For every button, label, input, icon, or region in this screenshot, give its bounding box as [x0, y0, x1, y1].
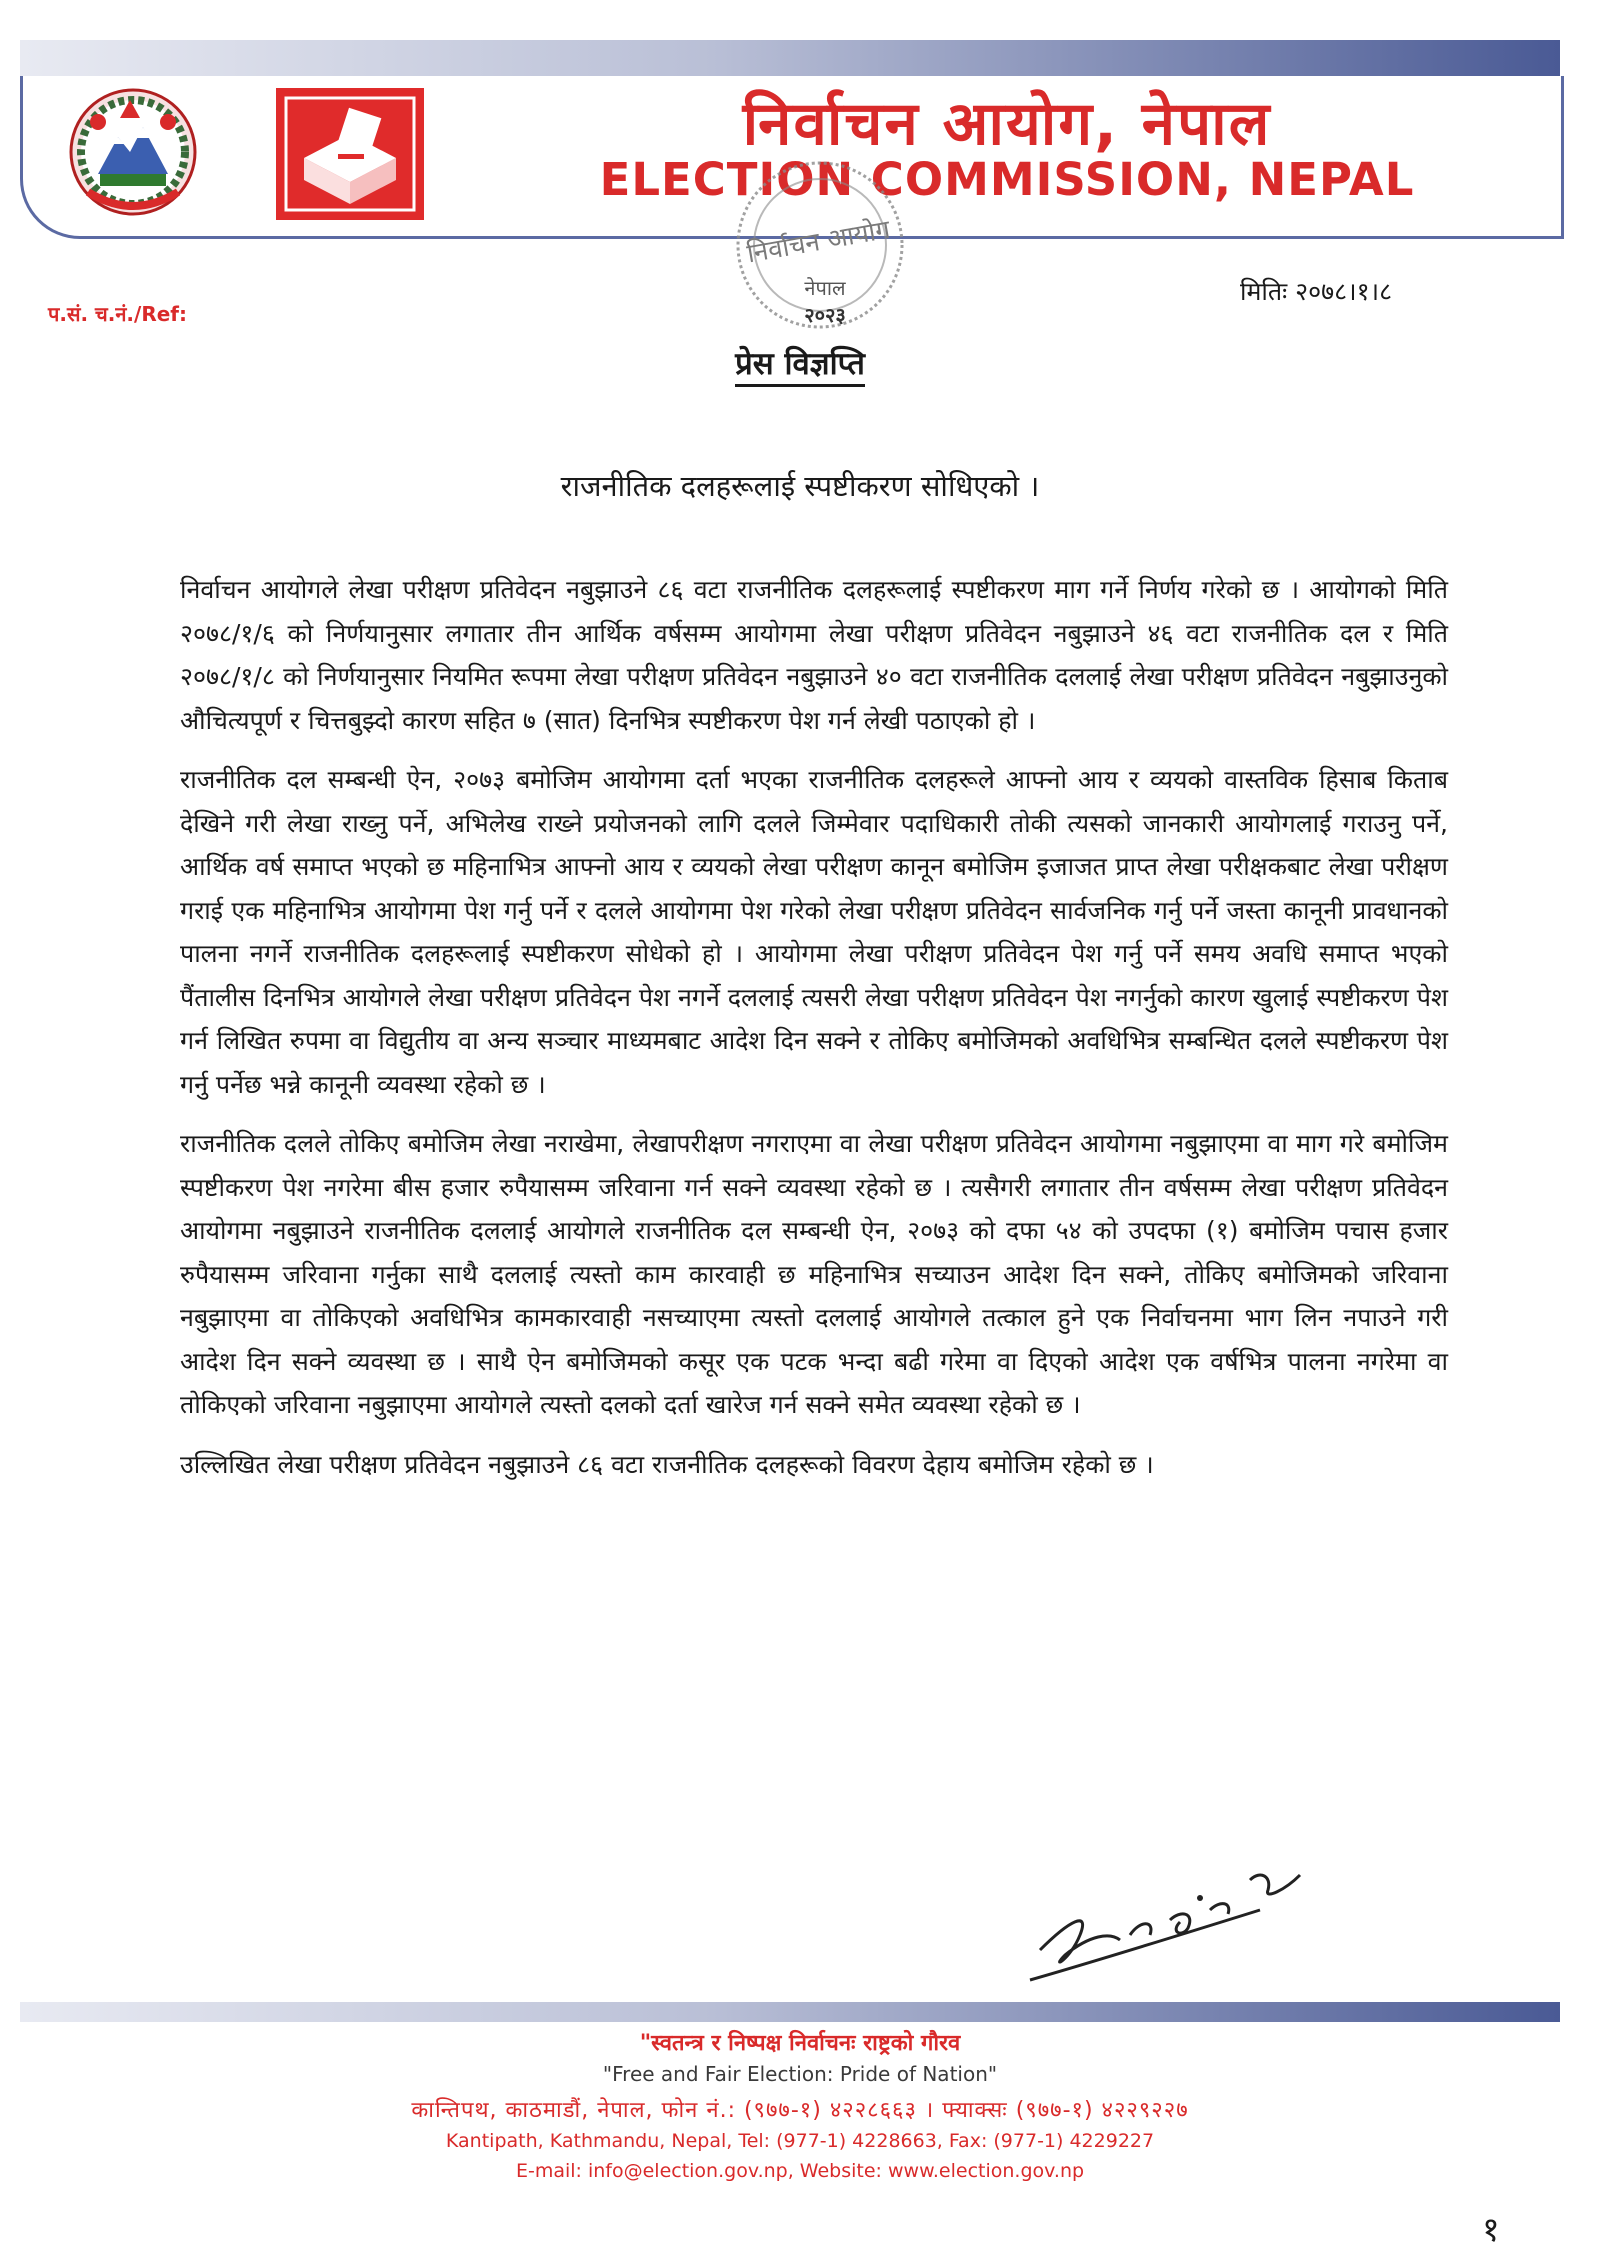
body-paragraph: उल्लिखित लेखा परीक्षण प्रतिवेदन नबुझाउने ८६ वटा राजनीतिक दलहरूको विवरण देहाय बमोजिम रहेको छ ।: [180, 1449, 1154, 1479]
footer-motto-nepali: "स्वतन्त्र र निष्पक्ष निर्वाचनः राष्ट्रको गौरव: [639, 2031, 961, 2056]
body-paragraph: निर्वाचन आयोगले लेखा परीक्षण प्रतिवेदन नबुझाउने ८६ वटा राजनीतिक दलहरूलाई स्पष्टीकरण माग गर्ने निर्णय गरेको छ । आयोगको मिति २०७८/१/६ को निर्णयानुसार लगातार तीन आर्थिक वर्षसम्म आयोगमा लेखा परीक्षण प्रतिवेदन नबुझाउने ४६ वटा राजनीतिक दल र मिति २०७८/१/८ को निर्णयानुसार नियमित रूपमा लेखा परीक्षण प्रतिवेदन नबुझाउने ४० वटा राजनीतिक दललाई लेखा परीक्षण प्रतिवेदन नबुझाउनुको औचित्यपूर्ण र चित्तबुझ्दो कारण सहित ७ (सात) दिनभित्र स्पष्टीकरण पेश गर्न लेखी पठाएको हो ।: [180, 575, 1448, 735]
press-release-title: [0, 342, 1600, 384]
body-paragraph: राजनीतिक दलले तोकिए बमोजिम लेखा नराखेमा, लेखापरीक्षण नगराएमा वा लेखा परीक्षण प्रतिवेदन आयोगमा नबुझाएमा वा माग गरे बमोजिम स्पष्टीकरण पेश नगरेमा बीस हजार रुपैयासम्म जरिवाना गर्न सक्ने व्यवस्था रहेको छ । त्यसैगरी लगातार तीन वर्षसम्म लेखा परीक्षण प्रतिवेदन आयोगमा नबुझाउने राजनीतिक दललाई आयोगले राजनीतिक दल सम्बन्धी ऐन, २०७३ को दफा ५४ को उपदफा (१) बमोजिम पचास हजार रुपैयासम्म जरिवाना गर्नुका साथै दललाई त्यस्तो काम कारवाही छ महिनाभित्र सच्याउन आदेश दिन सक्ने, तोकिए बमोजिमको जरिवाना नबुझाएमा वा तोकिएको अवधिभित्र कामकारवाही नसच्याएमा त्यस्तो दललाई आयोगले तत्काल हुने एक निर्वाचनमा भाग लिन नपाउने गरी आदेश दिन सक्ने व्यवस्था छ । साथै ऐन बमोजिमको कसूर एक पटक भन्दा बढी गरेमा वा दिएको आदेश एक वर्षभित्र पालना नगरेमा वा तोकिएको जरिवाना नबुझाएमा आयोगले त्यस्तो दलको दर्ता खारेज गर्न सक्ने समेत व्यवस्था रहेको छ ।: [180, 1129, 1448, 1419]
header-band-top: [20, 40, 1560, 76]
reference-label: प.सं. च.नं./Ref:: [48, 302, 188, 326]
ballot-box-logo-icon: [276, 88, 424, 220]
press-release-subject: राजनीतिक दलहरूलाई स्पष्टीकरण सोधिएको ।: [560, 469, 1040, 503]
footer-motto-english: "Free and Fair Election: Pride of Nation": [602, 2062, 998, 2086]
body-paragraph: राजनीतिक दल सम्बन्धी ऐन, २०७३ बमोजिम आयोगमा दर्ता भएका राजनीतिक दलहरूले आफ्नो आय र व्ययको वास्तविक हिसाब किताब देखिने गरी लेखा राख्नु पर्ने, अभिलेख राख्ने प्रयोजनको लागि दलले जिम्मेवार पदाधिकारी तोकी त्यसको जानकारी आयोगलाई गराउनु पर्ने, आर्थिक वर्ष समाप्त भएको छ महिनाभित्र आफ्नो आय र व्ययको लेखा परीक्षण कानून बमोजिम इजाजत प्राप्त लेखा परीक्षकबाट लेखा परीक्षण गराई एक महिनाभित्र आयोगमा पेश गर्नु पर्ने र दलले आयोगमा पेश गरेको लेखा परीक्षण प्रतिवेदन सार्वजनिक गर्नु पर्ने जस्ता कानूनी प्रावधानको पालना नगर्ने राजनीतिक दलहरूलाई स्पष्टीकरण सोधेको हो । आयोगमा लेखा परीक्षण प्रतिवेदन पेश गर्नु पर्ने समय अवधि समाप्त भएको पैंतालीस दिनभित्र आयोगले लेखा परीक्षण प्रतिवेदन पेश नगर्ने दललाई त्यसरी लेखा परीक्षण प्रतिवेदन पेश नगर्नुको कारण खुलाई स्पष्टीकरण पेश गर्न लिखित रुपमा वा विद्युतीय वा अन्य सञ्चार माध्यमबाट आदेश दिन सक्ने र तोकिए बमोजिमको अवधिभित्र सम्बन्धित दलले स्पष्टीकरण पेश गर्नु पर्नेछ भन्ने कानूनी व्यवस्था रहेको छ ।: [180, 765, 1448, 1099]
footer-band: [20, 2002, 1560, 2022]
nepal-national-emblem-icon: [58, 82, 208, 222]
footer-contact: E-mail: info@election.gov.np, Website: www.election.gov.np: [515, 2160, 1085, 2182]
handwritten-signature-icon: [1010, 1840, 1330, 1990]
footer-address-english: Kantipath, Kathmandu, Nepal, Tel: (977-1) 4228663, Fax: (977-1) 4229227: [445, 2130, 1155, 2152]
footer-address-nepali: कान्तिपथ, काठमाडौं, नेपाल, फोन नं.: (९७७-१) ४२२८६६३ । फ्याक्सः (९७७-१) ४२२९२२७: [411, 2098, 1189, 2123]
official-stamp-icon: [700, 150, 940, 350]
press-release-title-text: प्रेस विज्ञप्ति: [735, 346, 865, 387]
document-date: मितिः २०७८।१।८: [1240, 277, 1393, 306]
press-release-body: [180, 568, 1448, 1502]
svg-text:नेपाल: नेपाल: [804, 276, 846, 300]
svg-text:निर्वाचन आयोग: निर्वाचन आयोग: [744, 214, 893, 270]
page-number: १: [1482, 2210, 1500, 2250]
svg-text:२०२३: २०२३: [804, 303, 846, 327]
commission-name-english: ELECTION COMMISSION, NEPAL: [599, 153, 1415, 206]
commission-name-nepali: निर्वाचन आयोग, नेपाल: [742, 89, 1272, 159]
